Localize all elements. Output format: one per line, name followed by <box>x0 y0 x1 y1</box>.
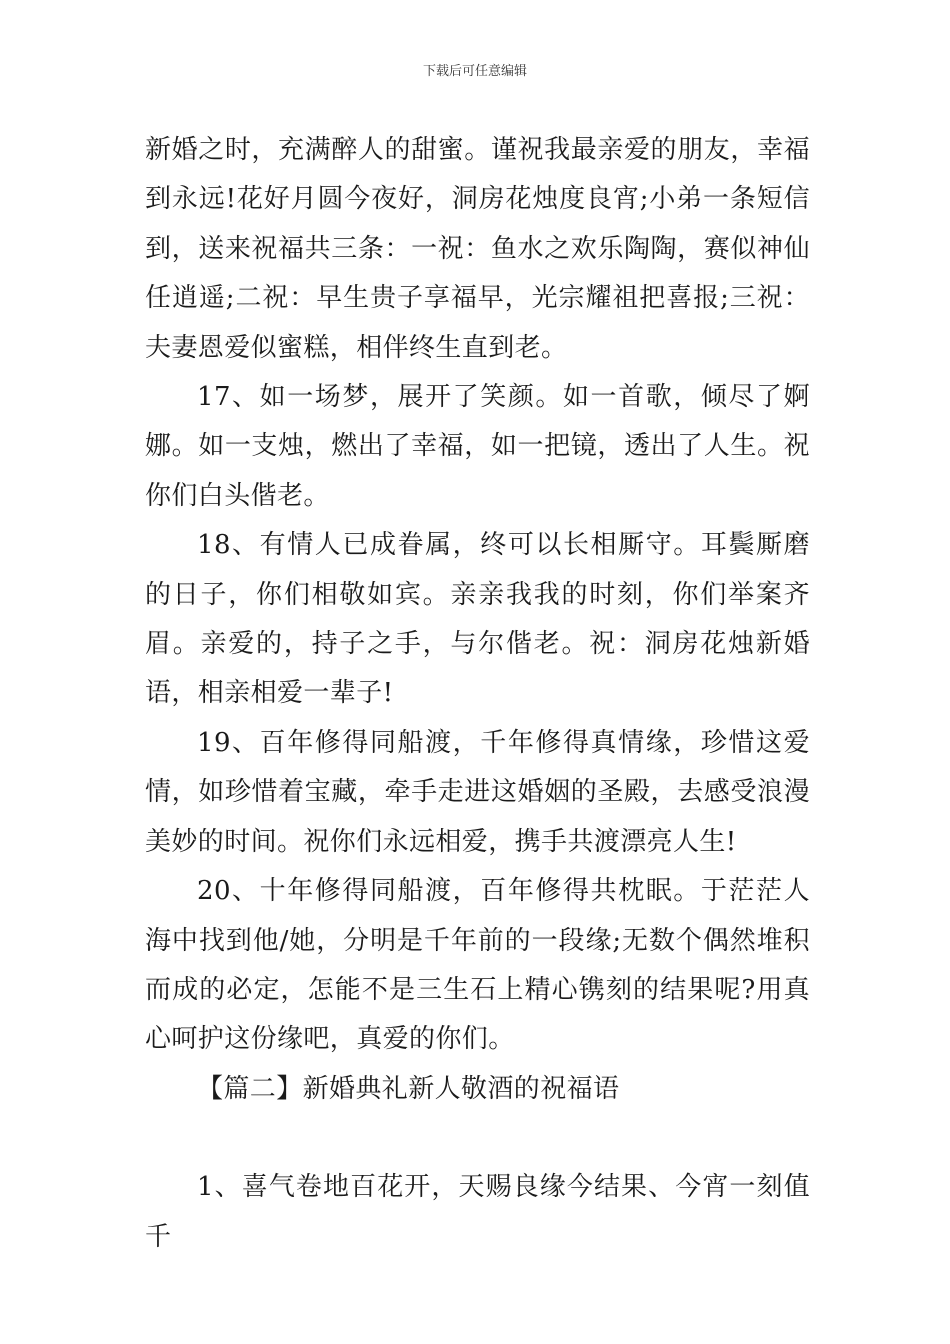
paragraph-16-continuation: 新婚之时，充满醉人的甜蜜。谨祝我最亲爱的朋友，幸福到永远!花好月圆今夜好，洞房花烛度良宵;小弟一条短信到，送来祝福共三条：一祝：鱼水之欢乐陶陶，赛似神仙任逍遥;二祝：早生贵子享福早，光宗耀祖把喜报;三祝：夫妻恩爱似蜜糕，相伴终生直到老。 <box>145 135 810 363</box>
paragraph-19: 19、百年修得同船渡，千年修得真情缘，珍惜这爱情，如珍惜着宝藏，牵手走进这婚姻的圣殿，去感受浪漫美妙的时间。祝你们永远相爱，携手共渡漂亮人生! <box>145 727 810 857</box>
paragraph-17: 17、如一场梦，展开了笑颜。如一首歌，倾尽了婀娜。如一支烛，燃出了幸福，如一把镜，透出了人生。祝你们白头偕老。 <box>145 382 810 511</box>
paragraph-20: 20、十年修得同船渡，百年修得共枕眠。于茫茫人海中找到他/她，分明是千年前的一段缘;无数个偶然堆积而成的必定，怎能不是三生石上精心镌刻的结果呢?用真心呵护这份缘吧，真爱的你们。 <box>145 876 810 1055</box>
section-spacer <box>145 1114 810 1163</box>
section-2-paragraph-1: 1、喜气卷地百花开，天赐良缘今结果、今宵一刻值千 <box>145 1172 810 1252</box>
page-header-note: 下载后可任意编辑 <box>422 64 527 79</box>
paragraph-18: 18、有情人已成眷属，终可以长相厮守。耳鬓厮磨的日子，你们相敬如宾。亲亲我我的时刻，你们举案齐眉。亲爱的，持子之手，与尔偕老。祝：洞房花烛新婚语，相亲相爱一辈子! <box>145 530 810 709</box>
document-body <box>145 126 810 1262</box>
section-2-title: 【篇二】新婚典礼新人敬酒的祝福语 <box>197 1073 620 1104</box>
